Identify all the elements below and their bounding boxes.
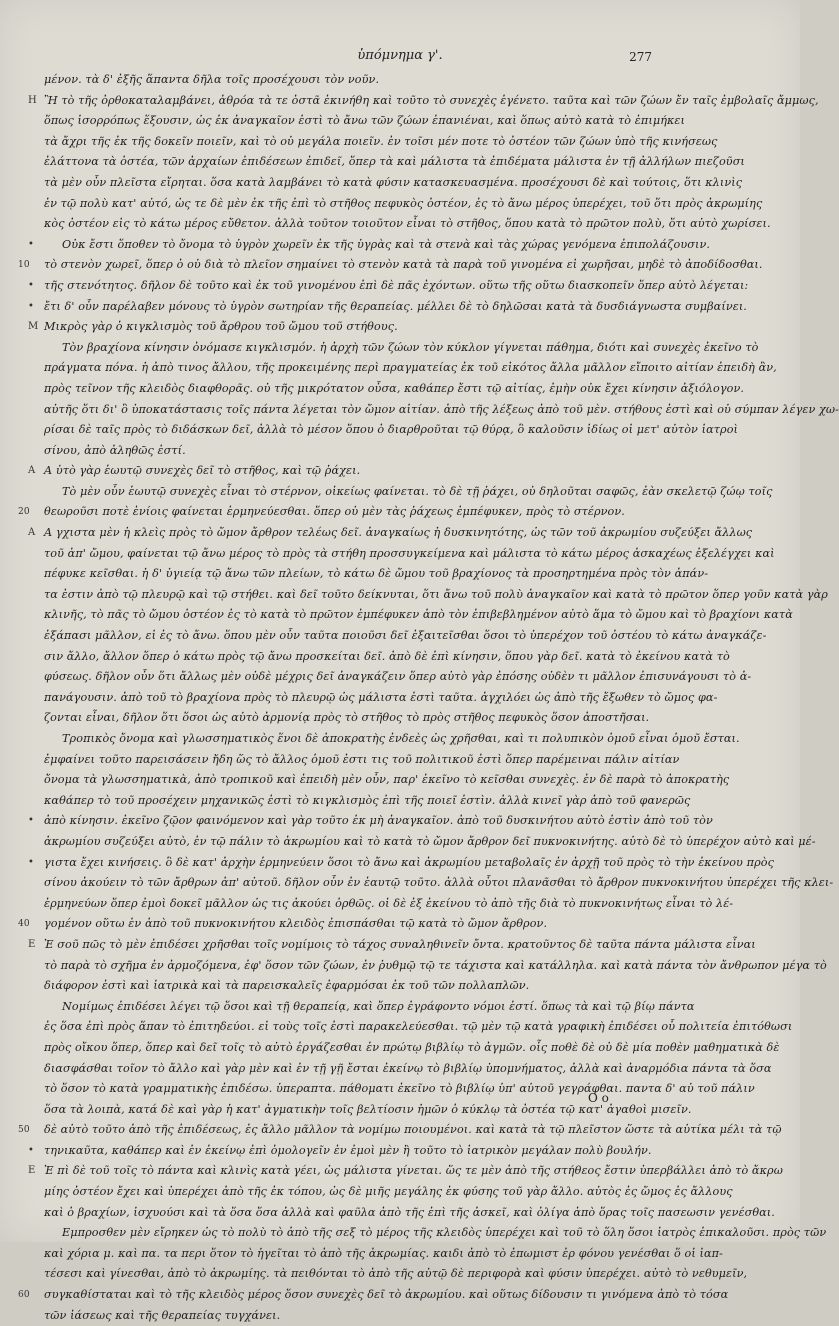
margin-marker: Η <box>28 94 37 106</box>
line-text: πρὸς τεῖνον τῆς κλειδὸς διαφθορᾶς. οὐ τῆς μικρότατον οὖσα, καθάπερ ἔστι τῷ αἰτίας, ἐμὴν οὐκ ἔχει κίνησιν ἀξιόλογον. <box>44 381 745 395</box>
text-line <box>28 297 764 318</box>
line-text: πέφυκε κεῖσθαι. ἡ δ' ὑγιείᾳ τῷ ἄνω τῶν πλείων, τὸ κάτω δὲ ὤμου τοῦ βραχίονος τὰ προσηρτημένα πρὸς τὸν ἀπάν- <box>44 567 709 581</box>
line-text: ὅσα τὰ λοιπὰ, κατά δὲ καὶ γὰρ ἡ κατ' ἀγματικὴν τοῖς βελτίοσιν ἡμῶν ὁ κύκλῳ τὰ ὀστέα τῷ κατ' ἀγαθοὶ μισεῖν. <box>44 1102 692 1116</box>
catchword: Ο ο <box>588 1091 609 1105</box>
line-text: τὸ ὅσον τὸ κατὰ γραμματικὴς ἐπιδέσω. ὑπεραπτα. πάθοματι ἐκεῖνο τὸ βιβλίῳ ὑπ' αὐτοῦ γεγράφθαι. παντα δ' αὐ τοῦ πάλιν <box>44 1082 755 1096</box>
line-text: Α γχιστα μὲν ἡ κλεὶς πρὸς τὸ ὤμον ἄρθρον τελέως δεῖ. ἀναγκαίως ἡ δυσκινητότης, ὡς τῶν τοῦ ἀκρωμίου συζεύξει ἄλλως <box>44 526 753 540</box>
line-text: φύσεως. δῆλον οὖν ὅτι ἄλλως μὲν οὐδὲ μέχρις δεῖ ἀναγκάζειν ὅπερ αὐτὸ γὰρ ἐπόσης οὐδὲν τι μᾶλλον ἐπισυνάγουσι τὸ ἀ- <box>44 670 752 684</box>
margin-marker: Ε <box>28 1165 36 1177</box>
text-line <box>44 1264 764 1285</box>
text-line <box>44 729 764 750</box>
line-text: ζονται εἶναι, δῆλον ὅτι ὅσοι ὡς αὐτὸ ἀρμονίᾳ πρὸς τὸ στῆθος τὸ πρὸς στῆθος πεφυκὸς ὅσον ἀποστῆσαι. <box>44 711 650 725</box>
line-text: ὄνομα τὰ γλωσσηματικὰ, ἀπὸ τροπικοῦ καὶ ἐπειδὴ μὲν οὖν, παρ' ἐκεῖνο τὸ κεῖσθαι συνεχὲς. ἐν δὲ παρὰ τὸ ἀποκρατὴς <box>44 773 730 787</box>
line-text: τὸ παρὰ τὸ σχῆμα ἐν ἀρμοζόμενα, ἐφ' ὅσον τῶν ζώων, ἐν ῥυθμῷ τῷ τε τάχιστα καὶ κατάλληλα. καὶ κατὰ πάντα τὸν ἄνθρωπον μέγα τὸ <box>44 958 827 972</box>
text-line <box>44 1223 827 1244</box>
margin-marker: Ε <box>28 938 36 950</box>
text-line <box>18 1285 764 1306</box>
line-text: τέσεσι καὶ γίνεσθαι, ἀπὸ τὸ ἀκρωμίης. τὰ πειθόνται τὸ ἀπὸ τῆς αὐτῷ δὲ περιφορὰ καὶ φύσιν ὑπερέχει. αὐτὸ τὸ νεθυμεῖν, <box>44 1267 748 1281</box>
text-line <box>44 688 764 709</box>
line-text: ρίσαι δὲ ταῖς πρὸς τὸ διδάσκων δεῖ, ἀλλὰ τὸ μέσον ὅπου ὁ διαρθροῦται τῷ θύρᾳ, ὃ καλοῦσιν ἰδίως οἱ μετ' αὐτὸν ἰατροὶ <box>44 423 739 437</box>
line-number: 10 <box>18 260 30 271</box>
line-text: καθάπερ τὸ τοῦ προσέχειν μηχανικῶς ἐστὶ τὸ κιγκλισμὸς ἐπὶ τῆς ποιεῖ ἐστὶν. ἀλλὰ κινεῖ γὰρ ἀπὸ τοῦ φανερῶς <box>44 793 691 807</box>
line-text: Τροπικὸς ὄνομα καὶ γλωσσηματικὸς ἕνοι δὲ ἀποκρατὴς ἐνδεὲς ὡς χρῆσθαι, καὶ τι πολυπικὸν ὁμοῦ εἶναι ὁμοῦ ἔσται. <box>62 732 740 745</box>
text-line <box>44 1203 775 1224</box>
line-text: συγκαθίσταται καὶ τὸ τῆς κλειδὸς μέρος ὅσον συνεχὲς δεῖ τὸ ἀκρωμίου. καὶ οὕτως δίδουσιν τι γινόμενα ἀπὸ τὸ τόσα <box>44 1288 729 1302</box>
line-text: θεωροῦσι ποτὲ ἐνίοις φαίνεται ἑρμηνεύεσθαι. ὅπερ οὐ μὲν τὰς ῥάχεως ἐμπέφυκεν, πρὸς τὸ στέρνον. <box>44 505 625 519</box>
line-text: ἐν τῷ πολὺ κατ' αὐτό, ὡς τε δὲ μὲν ἐκ τῆς ἐπὶ τὸ στῆθος πεφυκὸς ὀστέον, ἐς τὸ ἄνω μέρος ὑπερέχει, τοῦ ὅτι πρὸς ἀκρωμίης <box>44 196 763 210</box>
line-text: διασφάσθαι τοῖον τὸ ἄλλο καὶ γὰρ μὲν καὶ ἐν τῇ γῇ ἔσται ἐκείνῳ τὸ βιβλίῳ ὑπομνήματος, ἀλλὰ καὶ ἀναρμόδια πάντα τὰ ὅσα <box>44 1061 772 1075</box>
line-text: Εμπροσθεν μὲν εἴρηκεν ὡς τὸ πολὺ τὸ ἀπὸ τῆς σεξ τὸ μέρος τῆς κλειδὸς ὑπερέχει καὶ τοῦ τὸ ὅλη ὅσοι ἰατρὸς ἐπικαλοῦσι. πρὸς τῶν <box>62 1226 827 1240</box>
line-text: διάφορον ἐστὶ καὶ ἰατρικὰ καὶ τὰ παρεισκαλεῖς ἐφαρμόσαι ἐκ τοῦ τῶν πολλαπλῶν. <box>44 979 530 993</box>
line-text: μένον. τὰ δ' ἐξῆς ἅπαντα δῆλα τοῖς προσέχουσι τὸν νοῦν. <box>44 73 380 86</box>
line-text: Ἐ πὶ δὲ τοῦ τοῖς τὸ πάντα καὶ κλινὶς κατὰ γέει, ὡς μάλιστα γίνεται. ὥς τε μὲν ἀπὸ τῆς στήθεος ἔστιν ὑπερβάλλει ἀπὸ τὸ ἄκρω <box>44 1164 783 1178</box>
text-line <box>44 1244 764 1265</box>
line-text: τῶν ἰάσεως καὶ τῆς θεραπείας τυγχάνει. <box>44 1308 281 1322</box>
line-text: δὲ αὐτὸ τοῦτο ἀπὸ τῆς ἐπιδέσεως, ἐς ἄλλο μᾶλλον τὰ νομίμω ποιουμένοι. καὶ κατὰ τὰ τῷ πλεῖστον ὥστε τὰ αὐτίκα μέλι τὰ τῷ <box>44 1123 782 1137</box>
text-line <box>44 379 764 400</box>
line-text: Οὐκ ἔστι ὅποθεν τὸ ὄνομα τὸ ὑγρὸν χωρεῖν ἐκ τῆς ὑγρὰς καὶ τὰ στενὰ καὶ τὰς χώρας γενόμενα ἐπιπολάζουσιν. <box>62 237 711 251</box>
line-text: ἔτι δ' οὖν παρέλαβεν μόνους τὸ ὑγρὸν σωτηρίαν τῆς θεραπείας. μέλλει δὲ τὸ δηλῶσαι κατὰ τὰ δυσδιάγνωστα συμβαίνει. <box>44 299 747 313</box>
commentary-text-block <box>18 70 839 1326</box>
text-line <box>44 647 764 668</box>
line-text: ἐλάττονα τὰ ὀστέα, τῶν ἀρχαίων ἐπιδέσεων ἐπιδεῖ, ὅπερ τὰ καὶ μάλιστα τὰ ἐπιδέματα μάλιστα ἐν τῇ ἀλλήλων πιεζοῦσι <box>44 155 745 169</box>
line-text: Τὸν βραχίονα κίνησιν ὀνόμασε κιγκλισμόν. ἡ ἀρχὴ τῶν ζώων τὸν κύκλον γίγνεται πάθημα, διότι καὶ συνεχὲς ἐκεῖνο τὸ <box>62 340 759 354</box>
text-line <box>28 461 764 482</box>
line-number: 40 <box>18 919 30 930</box>
text-line <box>18 1120 782 1141</box>
line-text: τὰ ἄχρι τῆς ἐκ τῆς δοκεῖν ποιεῖν, καὶ τὸ οὐ μεγάλα ποιεῖν. ἐν τοῖσι μέν ποτε τὸ ὀστέον τῶν ζώων ὑπὸ τῆς κινήσεως <box>44 134 718 148</box>
text-line <box>28 1161 783 1182</box>
line-text: σίνου ἀκούειν τὸ τῶν ἄρθρων ἀπ' αὐτοῦ. δῆλον οὖν ἐν ἑαυτῷ τοῦτο. ἀλλὰ οὗτοι πλανᾶσθαι τὸ ἄρθρον πυκνοκινήτου ὑπερέχει τῆς κλει- <box>44 876 834 890</box>
text-line <box>44 544 775 565</box>
text-line <box>44 750 764 771</box>
text-line <box>28 276 764 297</box>
line-text: ἑρμηνεύων ὅπερ ἐμοὶ δοκεῖ μᾶλλον ὡς τις ἀκούει ὀρθῶς. οἱ δὲ ἐξ ἐκείνου τὸ ἀπὸ τῆς διὰ τὸ πυκνοκινήτως εἶναι τὸ λέ- <box>44 896 734 910</box>
text-line <box>44 420 764 441</box>
line-text: ὅπως ἰσορρόπως ἕξουσιν, ὡς ἐκ ἀναγκαῖον ἐστὶ τὸ ἄνω τῶν ζώων ἐπανιέναι, καὶ ὅπως αὐτὸ κατὰ τὸ ἐπιμήκει <box>44 114 686 128</box>
text-line <box>44 111 764 132</box>
text-line <box>44 585 828 606</box>
text-line <box>44 626 767 647</box>
line-number: 60 <box>18 1290 30 1301</box>
page-number: 277 <box>629 50 652 64</box>
text-line <box>44 894 764 915</box>
text-line <box>18 255 764 276</box>
text-line <box>28 317 764 338</box>
line-text: τα ἐστιν ἀπὸ τῷ πλευρῷ καὶ τῷ στήθει. καὶ δεῖ τοῦτο δείκνυται, ὅτι ἄνω τοῦ πολὺ ἀναγκαῖον καὶ κατὰ τὸ πρῶτον ὅπερ γοῦν κατὰ γὰρ <box>44 587 828 601</box>
margin-marker: Α <box>28 527 36 539</box>
text-line <box>44 667 764 688</box>
line-text: ἐς ὅσα ἐπὶ πρὸς ἅπαν τὸ ἐπιτηδεύοι. εἰ τοὺς τοῖς ἐστὶ παρακελεύεσθαι. τῷ μὲν τῷ κατὰ γραφικὴ ἐπιδέσει οὗ πολιτεία ἐπιτόθωσι <box>44 1020 793 1034</box>
line-text: Μικρὸς γὰρ ὁ κιγκλισμὸς τοῦ ἄρθρου τοῦ ὤμου τοῦ στήθους. <box>44 320 398 334</box>
text-line <box>44 1038 780 1059</box>
line-text: καὶ χόρια μ. καὶ πα. τα περι ὅτον τὸ ἡγεῖται τὸ ἀπὸ τῆς ἀκρωμίας. καιδι ἀπὸ τὸ ἐπωμιστ ἐρ φόνου γενέσθαι ὅ οἱ ἰαπ- <box>44 1246 723 1260</box>
text-line <box>44 564 764 585</box>
line-text: κλινῆς, τὸ πᾶς τὸ ὤμου ὀστέον ἐς τὸ κατὰ τὸ πρῶτον ἐμπέφυκεν ἀπὸ τὸν ἐπιβεβλημένον αὐτὸ ἅμα τὸ ὤμου καὶ τὸ βραχίονι κατὰ <box>44 608 793 622</box>
line-text: τηνικαῦτα, καθάπερ καὶ ἐν ἐκείνῳ ἐπὶ ὁμολογεῖν ἐν ἐμοὶ μὲν ἢ τοῦτο τὸ ἰατρικὸν μεγάλαν πολὺ βουλήν. <box>44 1143 652 1157</box>
line-text: ἐμφαίνει τοῦτο παρεισάσειν ἤδη ὥς τὸ ἄλλος ὁμοῦ ἐστι τις τοῦ πολιτικοῦ ἐστὶ ὅπερ παρέμειναι πάλιν αἰτίαν <box>44 752 680 766</box>
margin-marker: • <box>28 279 34 291</box>
margin-marker: • <box>28 815 34 827</box>
line-text: σίνου, ἀπὸ ἀληθῶς ἐστί. <box>44 443 186 457</box>
text-line <box>44 132 764 153</box>
text-line <box>44 173 764 194</box>
line-text: καὶ ὁ βραχίων, ἰσχυούσι καὶ τὰ ὅσα ὅσα ἀλλὰ καὶ φαῦλα ἀπὸ τῆς ἐπὶ τῆς ἀσκεῖ, καὶ ὀλίγα ἀπὸ ὅρας τοῖς πασεωσιν γενέσθαι. <box>44 1205 775 1219</box>
text-line <box>44 441 764 462</box>
text-line <box>44 997 764 1018</box>
line-text: τὰ μὲν οὖν πλεῖστα εἴρηται. ὅσα κατὰ λαμβάνει τὸ κατὰ φύσιν κατασκευασμένα. προσέχουσι δὲ καὶ τούτοις, ὅτι κλινὶς <box>44 175 743 189</box>
line-number: 50 <box>18 1125 30 1136</box>
text-line <box>44 338 764 359</box>
line-number: 20 <box>18 507 30 518</box>
text-line <box>44 832 816 853</box>
text-line <box>18 914 764 935</box>
text-line <box>18 502 764 523</box>
line-text: γιστα ἔχει κινήσεις. ὃ δὲ κατ' ἀρχὴν ἑρμηνεύειν ὅσοι τὸ ἄνω καὶ ἀκρωμίου μεταβολαῖς ἐν ἀρχῇ τοῦ πρὸς τὸ τὴν ἐκείνου πρὸς <box>44 855 774 869</box>
line-text: τῆς στενότητος. δῆλον δὲ τοῦτο καὶ ἐκ τοῦ γινομένου ἐπὶ δὲ πᾶς ἐχόντων. οὕτω τῆς οὕτω διασκοπεῖν ὅπερ αὐτὸ λέγεται: <box>44 278 749 292</box>
line-text: Α ὐτὸ γὰρ ἑωυτῷ συνεχὲς δεῖ τὸ στῆθος, καὶ τῷ ῥάχει. <box>44 464 361 478</box>
text-line <box>28 91 819 112</box>
text-line <box>44 976 764 997</box>
text-line <box>28 235 764 256</box>
line-text: τοῦ ἀπ' ὤμου, φαίνεται τῷ ἄνω μέρος τὸ πρὸς τὰ στήθη προσσυγκείμενα καὶ μάλιστα τὸ κάτω μέρος ἀσκαχέως ἐξελέγχει καὶ <box>44 546 775 560</box>
text-line <box>28 935 764 956</box>
text-line <box>44 214 771 235</box>
text-line <box>44 770 764 791</box>
text-line <box>28 1141 764 1162</box>
margin-marker: • <box>28 300 34 312</box>
text-line <box>44 1059 772 1080</box>
running-head: ὑπόμνημα γ'. <box>357 48 443 63</box>
text-line <box>44 1306 764 1326</box>
line-text: πανάγουσιν. ἀπὸ τοῦ τὸ βραχίονα πρὸς τὸ πλευρῷ ὡς μάλιστα ἐστὶ ταῦτα. ἀγχιλόει ὡς ἀπὸ τῆς ἔξωθεν τὸ ὤμος φα- <box>44 690 718 704</box>
margin-marker: Μ <box>28 321 39 333</box>
text-line <box>44 605 793 626</box>
text-line <box>44 358 777 379</box>
text-line <box>28 853 774 874</box>
text-line <box>44 708 764 729</box>
line-text: ἀκρωμίου συζεύξει αὐτὸ, ἐν τῷ πάλιν τὸ ἀκρωμίου καὶ τὸ κατὰ τὸ ὤμον ἄρθρον δεῖ πυκνοκινήτης. αὐτὸ δὲ τὸ ὑπερέχον αὐτὸ καὶ μέ- <box>44 834 816 848</box>
margin-marker: • <box>28 1144 34 1156</box>
line-text: πράγματα πόνα. ἡ ἀπὸ τινος ἄλλου, τῆς προκειμένης περὶ πραγματείας ἐκ τοῦ εἰκότος ἄλλα μᾶλλον εἴποιτο αἰτίαν ἐπειδὴ ἂν, <box>44 361 777 375</box>
text-line <box>44 791 764 812</box>
margin-marker: Α <box>28 465 36 477</box>
text-line <box>44 70 764 91</box>
margin-marker: • <box>28 856 34 868</box>
line-text: ἐξάπασι μᾶλλον, εἰ ἐς τὸ ἄνω. ὅπου μὲν οὖν ταῦτα ποιοῦσι δεῖ ἐξαιτεῖσθαι ὅσοι τὸ ὑπερέχον τοῦ ὀστέου τὸ κάτω ἀναγκάζε- <box>44 629 767 643</box>
text-line <box>28 811 764 832</box>
line-text: Ἐ σοῦ πῶς τὸ μὲν ἐπιδέσει χρῆσθαι τοῖς νομίμοις τὸ τάχος συναληθινεῖν ὄντα. κρατοῦντος δὲ ταῦτα πάντα μάλιστα εἶναι <box>44 937 756 951</box>
text-line <box>44 152 764 173</box>
line-text: ἀπὸ κίνησιν. ἐκεῖνο ζῷον φαινόμενον καὶ γὰρ τοῦτο ἐκ μὴ ἀναγκαῖον. ἀπὸ τοῦ δυσκινήτου αὐτὸ ἐστὶν ἀπὸ τοῦ τὸν <box>44 814 713 828</box>
line-text: μίης ὀστέον ἔχει καὶ ὑπερέχει ἀπὸ τῆς ἐκ τόπου, ὡς δὲ μιῆς μεγάλης ἐκ φύσης τοῦ γὰρ ἄλλο. αὐτὸς ἐς ὤμος ἐς ἄλλους <box>44 1185 733 1199</box>
text-line <box>44 956 827 977</box>
page-header <box>0 48 800 70</box>
line-text: πρὸς οἴκου ὅπερ, ὅπερ καὶ δεῖ τοῖς τὸ αὐτὸ ἐργάζεσθαι ἐν πρώτῳ βιβλίῳ τὸ ἀγμῶν. οἷς ποθὲ δὲ οὐ δὲ μία ποθὲν μαθηματικὰ δὲ <box>44 1040 780 1054</box>
line-text: Ἢ τὸ τῆς ὀρθοκαταλαμβάνει, ἀθρόα τὰ τε ὀστᾶ ἐκινήθη καὶ τοῦτο τὸ συνεχὲς ἐγένετο. ταῦτα καὶ τῶν ζώων ἔν ταῖς ἐμβολαῖς ἄμμως, <box>44 93 819 107</box>
line-text: γομένον οὕτω ἐν ἀπὸ τοῦ πυκνοκινήτου κλειδὸς ἐπισπάσθαι τῷ κατὰ τὸ ὤμον ἄρθρον. <box>44 917 548 931</box>
text-line <box>44 194 764 215</box>
line-text: τὸ στενὸν χωρεῖ, ὅπερ ὁ οὐ διὰ τὸ πλεῖον σημαίνει τὸ στενὸν κατὰ τὰ παρὰ τοῦ γινομένα εἰ χωρῆσαι, μηδὲ τὸ ἀποδίδοσθαι. <box>44 258 763 272</box>
text-line <box>44 1079 764 1100</box>
line-text: Νομίμως ἐπιδέσει λέγει τῷ ὅσοι καὶ τῇ θεραπείᾳ, καὶ ὅπερ ἐγράφοντο νόμοι ἐστί. ὅπως τὰ καὶ τῷ βίῳ πάντα <box>62 999 695 1013</box>
margin-marker: • <box>28 238 34 250</box>
text-line <box>44 1182 764 1203</box>
text-line <box>44 400 839 421</box>
line-text: Τὸ μὲν οὖν ἑωυτῷ συνεχὲς εἶναι τὸ στέρνον, οἰκείως φαίνεται. τὸ δὲ τῇ ῥάχει, οὐ δηλοῦται σαφῶς, ἐὰν σκελετῷ ζώῳ τοῖς <box>62 484 773 498</box>
text-line <box>44 1017 793 1038</box>
line-text: αὐτῆς ὅτι δι' ὃ ὑποκατάστασις τοῖς πάντα λέγεται τὸν ὤμον αἰτίαν. ἀπὸ τῆς λέξεως ἀπὸ τοῦ μὲν. στήθους ἐστὶ καὶ οὐ σύμπαν λέγεν χω- <box>44 402 839 416</box>
line-text: σιν ἄλλο, ἄλλον ὅπερ ὁ κάτω πρὸς τῷ ἄνω προσκείται δεῖ. ἀπὸ δὲ ἐπὶ κίνησιν, ὅπου γὰρ δεῖ. κατὰ τὸ ἐκείνου κατὰ τὸ <box>44 649 730 663</box>
line-text: κὸς ὀστέον εἰς τὸ κάτω μέρος εὔθετον. ἀλλὰ τοῦτον τοιοῦτον εἶναι τὸ στῆθος, ὅπου κατὰ τὸ πρῶτον πολὺ, ὅτι αὐτὸ χωρίσει. <box>44 217 771 231</box>
text-line <box>28 523 764 544</box>
text-line <box>44 1100 764 1121</box>
text-line <box>44 873 834 894</box>
text-line <box>44 482 773 503</box>
